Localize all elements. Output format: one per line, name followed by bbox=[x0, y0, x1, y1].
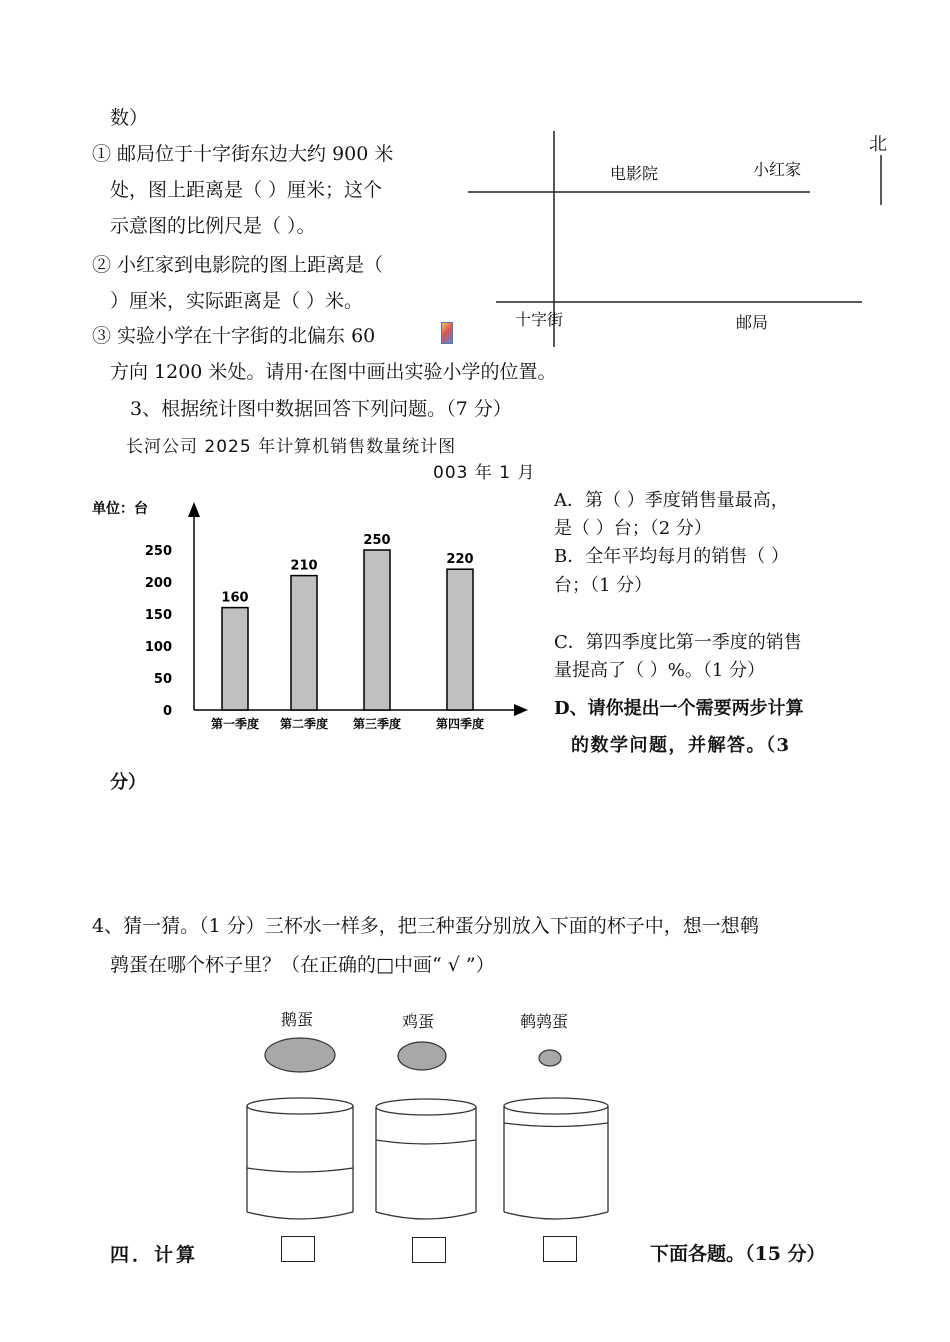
north-label: 北 bbox=[869, 134, 887, 155]
map-label-cinema: 电影院 bbox=[610, 164, 659, 183]
q1-line1: ① 邮局位于十字街东边大约 900 米 bbox=[92, 143, 394, 165]
map-label-crossroad: 十字街 bbox=[515, 310, 564, 329]
bar-value-label: 210 bbox=[290, 558, 318, 574]
chicken-egg-icon bbox=[398, 1042, 446, 1070]
broken-image-icon bbox=[441, 322, 453, 344]
bar-3 bbox=[364, 550, 390, 710]
q1-line2: 处，图上距离是（ ）厘米；这个 bbox=[110, 179, 383, 201]
qC-line2: 量提高了（ ）%。（1 分） bbox=[554, 660, 765, 681]
qA-line1: A．第（ ）季度销售量最高， bbox=[554, 490, 789, 511]
qD-line1: D、请你提出一个需要两步计算 bbox=[554, 698, 804, 719]
bar-1 bbox=[222, 608, 248, 710]
q4-line1: 4、猜一猜。（1 分）三杯水一样多，把三种蛋分别放入下面的杯子中，想一想鹌 bbox=[92, 915, 759, 937]
x-category-label: 第三季度 bbox=[352, 717, 402, 731]
y-tick-label: 0 bbox=[162, 704, 172, 719]
q3-line1: ③ 实验小学在十字街的北偏东 60 bbox=[92, 325, 376, 347]
bar-value-label: 220 bbox=[446, 552, 474, 568]
y-tick-label: 150 bbox=[144, 608, 172, 623]
calc-section-title-part2: 下面各题。（15 分） bbox=[650, 1243, 826, 1265]
sales-bar-chart bbox=[88, 490, 538, 740]
y-tick-label: 100 bbox=[144, 640, 172, 655]
qA-line2: 是（ ）台；（2 分） bbox=[554, 518, 712, 539]
section3-heading: 3、根据统计图中数据回答下列问题。（7 分） bbox=[130, 398, 512, 420]
cup-1-icon bbox=[247, 1098, 353, 1219]
x-category-label: 第四季度 bbox=[435, 717, 485, 731]
chart-date: 003 年 1 月 bbox=[433, 463, 536, 483]
qC-line1: C．第四季度比第一季度的销售 bbox=[554, 632, 802, 653]
map-label-xiaohong-home: 小红家 bbox=[753, 160, 802, 179]
qB-line1: B．全年平均每月的销售（ ） bbox=[554, 546, 789, 567]
bar-value-label: 160 bbox=[221, 590, 249, 606]
y-tick-label: 50 bbox=[153, 672, 172, 687]
egg-label-quail: 鹌鹑蛋 bbox=[520, 1012, 569, 1031]
x-axis-arrow-icon bbox=[514, 704, 528, 716]
bar-value-label: 250 bbox=[363, 533, 391, 548]
text-continuation: 数） bbox=[110, 107, 149, 129]
x-category-label: 第一季度 bbox=[210, 717, 260, 731]
egg-label-chicken: 鸡蛋 bbox=[402, 1012, 435, 1031]
qB-line2: 台；（1 分） bbox=[554, 575, 653, 596]
bar-4 bbox=[447, 569, 473, 710]
calc-section-title-part1: 四．计算 bbox=[110, 1244, 199, 1266]
map-label-post-office: 邮局 bbox=[736, 313, 769, 332]
quail-egg-icon bbox=[539, 1050, 561, 1066]
cup-2-icon bbox=[376, 1099, 476, 1219]
eggs-and-cups-figure bbox=[230, 1030, 630, 1230]
y-axis-unit-label: 单位：台 bbox=[92, 501, 148, 517]
q1-line3: 示意图的比例尺是（ ）。 bbox=[110, 215, 316, 237]
y-tick-label: 200 bbox=[144, 576, 172, 591]
bar-2 bbox=[291, 576, 317, 710]
answer-box-cup-2[interactable] bbox=[412, 1237, 446, 1263]
egg-label-goose: 鹅蛋 bbox=[281, 1010, 314, 1029]
q3-line2: 方向 1200 米处。请用·在图中画出实验小学的位置。 bbox=[110, 361, 557, 383]
answer-box-cup-3[interactable] bbox=[543, 1236, 577, 1262]
q2-line2: ）厘米，实际距离是（ ）米。 bbox=[110, 290, 364, 312]
goose-egg-icon bbox=[265, 1038, 335, 1072]
q2-line1: ② 小红家到电影院的图上距离是（ bbox=[92, 254, 384, 276]
y-tick-label: 250 bbox=[144, 544, 172, 559]
cup-3-icon bbox=[504, 1098, 608, 1219]
chart-title: 长河公司 2025 年计算机销售数量统计图 bbox=[126, 437, 457, 457]
x-category-label: 第二季度 bbox=[279, 717, 329, 731]
y-axis-arrow-icon bbox=[188, 502, 200, 517]
answer-box-cup-1[interactable] bbox=[281, 1236, 315, 1262]
q4-line2: 鹑蛋在哪个杯子里？（在正确的□中画“ √ ”） bbox=[110, 954, 495, 976]
qD-line2: 的数学问题，并解答。（3 bbox=[571, 735, 791, 756]
qD-line3: 分） bbox=[110, 772, 146, 793]
